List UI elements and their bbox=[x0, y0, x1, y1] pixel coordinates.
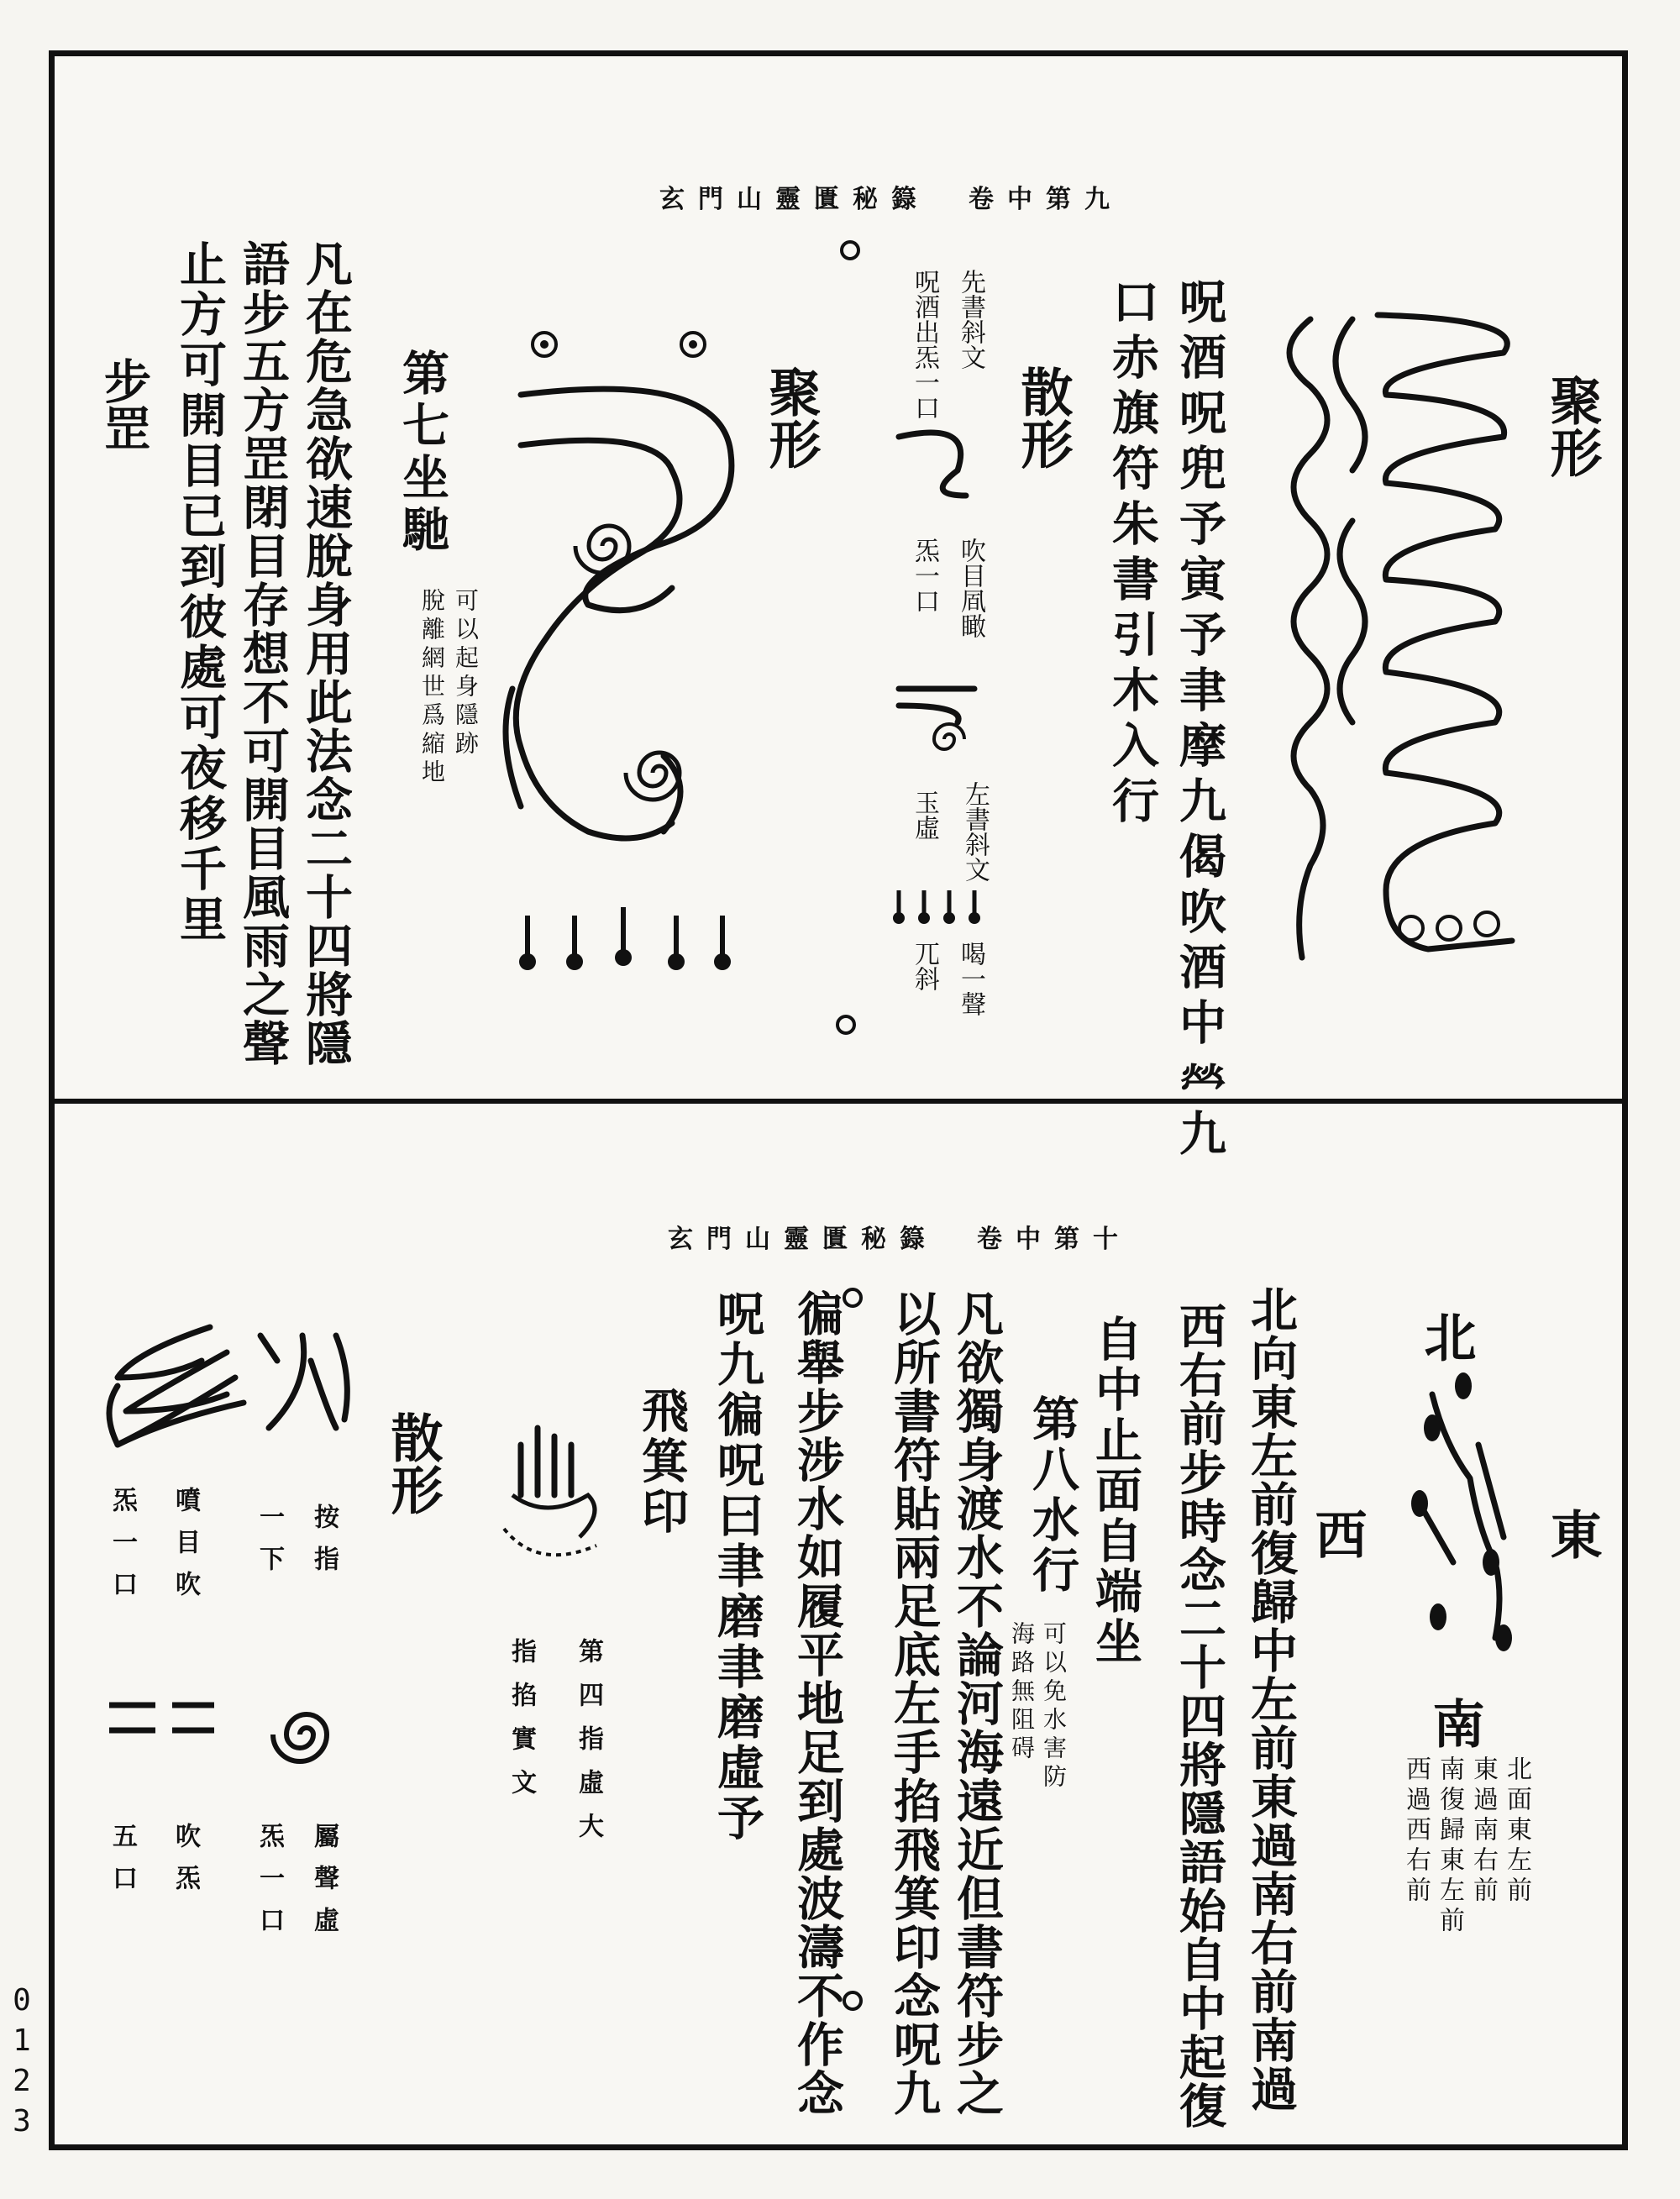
bottom-text-line-3: 自中止面自端坐 bbox=[1088, 1315, 1143, 1667]
peg-icons-top bbox=[519, 907, 731, 970]
body-top-line-1: 凡在危急欲速脫身用此法念二十四將隱 bbox=[298, 239, 354, 1068]
small-f: 炁一口 bbox=[108, 1487, 137, 1613]
bottom-text-line-1: 北向東左前復歸中左前東過南右前南過 bbox=[1243, 1285, 1299, 2113]
talisman-seal-left-icon bbox=[506, 389, 732, 838]
small-col-2: 喝一聲 bbox=[956, 941, 985, 1016]
bottom-body-line-3: 徧舉步涉水如履平地足到處波濤不作念 bbox=[790, 1289, 845, 2118]
trigram-icon bbox=[109, 1705, 214, 1730]
spiral-icon-top-1 bbox=[575, 526, 629, 573]
hand-seal-icon bbox=[504, 1428, 596, 1555]
eighth-note-1: 可以免水害防 bbox=[1040, 1621, 1068, 1792]
marker-circle-icon-2 bbox=[837, 1016, 854, 1033]
small-col-8: 兀斜 bbox=[910, 941, 939, 991]
spiral-icon-bottom bbox=[273, 1714, 327, 1761]
small-peg-icons bbox=[893, 890, 980, 924]
small-spiral-icon bbox=[934, 724, 964, 749]
step-note-2: 東過南右前 bbox=[1468, 1756, 1498, 1907]
small-g: 吹炁 bbox=[171, 1823, 200, 1907]
bottom-body-line-2: 以所書符貼兩足底左手掐飛箕印念呪九 bbox=[886, 1289, 942, 2118]
page-header-bottom: 玄門山靈匱秘籙 卷中第十 bbox=[668, 1225, 1131, 1254]
incantation-line-1: 呪酒呪兜予寅予聿摩九偈吹酒中𤇾九 bbox=[1172, 277, 1227, 1164]
seventh-note-2: 脫離網世爲縮地 bbox=[418, 588, 446, 788]
marker-circle-icon bbox=[842, 242, 858, 259]
body-top-line-2: 語步五方罡閉目存想不可開目風雨之聲 bbox=[235, 239, 291, 1068]
bottom-body-line-4: 呪九徧呪曰聿磨聿磨虛予 bbox=[710, 1289, 765, 1844]
page-number: 0 1 2 3 bbox=[13, 1983, 31, 2139]
dir-north: 北 bbox=[1415, 1310, 1477, 1362]
incantation-line-2: 口赤旗符朱書引木入行 bbox=[1105, 277, 1160, 832]
seal-label: 飛箕印 bbox=[634, 1386, 690, 1537]
dir-east: 東 bbox=[1541, 1508, 1603, 1560]
bottom-text-line-2: 西右前步時念二十四將隱語始自中起復 bbox=[1172, 1302, 1227, 2130]
hand-caption-2: 指掐實文 bbox=[507, 1638, 536, 1813]
small-e: 噴目吹 bbox=[171, 1487, 200, 1613]
small-h: 五口 bbox=[108, 1823, 137, 1907]
wind-talisman-icon bbox=[109, 1327, 244, 1445]
small-col-5: 呪酒出炁一口 bbox=[910, 269, 939, 420]
small-a: 按指 bbox=[309, 1504, 339, 1588]
step-note-1: 北面東左前 bbox=[1502, 1756, 1531, 1907]
dir-south: 南 bbox=[1424, 1697, 1485, 1749]
step-note-3: 南復歸東左前 bbox=[1435, 1756, 1464, 1937]
small-col-1: 先書斜文 bbox=[956, 269, 985, 370]
fire-talisman-icon bbox=[260, 1336, 347, 1428]
small-col-7: 玉虛 bbox=[910, 790, 939, 840]
small-d: 炁一口 bbox=[255, 1823, 284, 1949]
title-seventh: 第七坐馳 bbox=[395, 349, 450, 557]
talisman-jux-right-icon bbox=[1289, 315, 1512, 958]
small-c: 屬聲虛 bbox=[309, 1823, 339, 1949]
label-san-bottom: 散形 bbox=[382, 1411, 444, 1515]
bottom-body-line-1: 凡欲獨身渡水不論河海遠近但書符步之 bbox=[949, 1289, 1005, 2118]
eighth-note-2: 海路無阻碍 bbox=[1008, 1621, 1036, 1764]
hand-caption-1: 第四指虛大 bbox=[574, 1638, 603, 1856]
page-header-top: 玄門山靈匱秘籙 卷中第九 bbox=[659, 185, 1123, 214]
spiral-icon-top-2 bbox=[626, 753, 680, 800]
label-jux-left: 聚形 bbox=[760, 365, 822, 470]
step-note-4: 西過西右前 bbox=[1401, 1756, 1431, 1907]
title-eighth: 第八水行 bbox=[1025, 1394, 1080, 1596]
small-col-4: 炁一口 bbox=[910, 538, 939, 613]
dir-west: 西 bbox=[1306, 1508, 1368, 1560]
body-top-line-3: 止方可開目已到彼處可夜移千里 bbox=[172, 239, 228, 945]
label-jux-right: 聚形 bbox=[1541, 374, 1603, 478]
small-col-6: 左書斜文 bbox=[960, 781, 990, 882]
small-b: 一下 bbox=[255, 1504, 284, 1588]
seventh-note-1: 可以起身隱跡 bbox=[452, 588, 480, 759]
small-col-3: 吹目凮瞰 bbox=[956, 538, 985, 638]
step-label: 步罡 bbox=[97, 357, 152, 451]
label-san-top: 散形 bbox=[1012, 365, 1074, 470]
